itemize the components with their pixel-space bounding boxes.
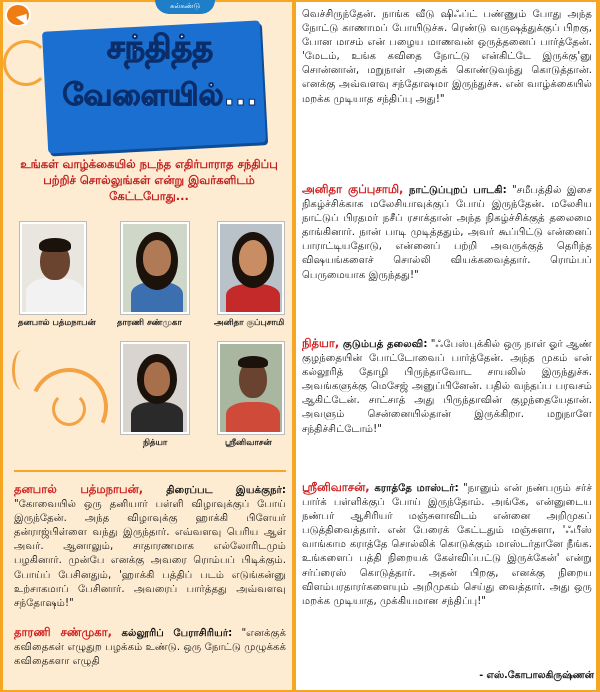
- quote-paragraph: [302, 336, 592, 437]
- quote-paragraph: [302, 480, 592, 609]
- author-byline: - எஸ்.கோபாலகிருஷ்ணன்: [479, 670, 594, 681]
- quote-text: "நானும் என் நண்பரும் சர்ச் பார்க் பள்ளிக்குப் போய் இருந்தோம். அங்கே, என்னுடைய நண்பர் ஆசிரியர் மஞ்சுளாவிடம் என்னை அறிமுகப் படுத்திவைத்தார். என் பேரைக் கேட்டதும் மஞ்சுளா, 'ஃபீஸ் வாங்காம கராத்தே சொல்லிக் கொடுக்கும் மாஸ்டர்தானே நீங்க. உங்களைப் பத்தி நிறையக் கேள்விப்பட்டு இருக்கேன்' என்று சர்ப்ரைஸ் கொடுத்தார். அதன் பிறகு, எனக்கு நிறைய விளம்பரதாரர்களையும் அறிமுகம் செய்து வைத்தார். அது ஒரு மறக்க முடியாத, முக்கியமான சந்திப்பு!": [302, 483, 592, 607]
- speaker-role: குடும்பத் தலைவி:: [339, 339, 428, 350]
- photo-nithya: [121, 342, 189, 434]
- magazine-logo: கல்கண்டு: [155, 0, 215, 14]
- speaker-role: கராத்தே மாஸ்டர்:: [369, 483, 459, 494]
- photo-tharani: [121, 222, 189, 314]
- speaker-name: தனபால் பத்மநாபன்,: [14, 482, 144, 496]
- intro-text: உங்கள் வாழ்க்கையில் நடந்த எதிர்பாராத சந்திப்பு பற்றிச் சொல்லுங்கள் என்று இவர்களிடம் கேட்டபோது...: [20, 157, 278, 203]
- quote-paragraph: [302, 8, 592, 107]
- quote-text: "கோவையில் ஒரு தனியார் பள்ளி விழாவுக்குப் போய் இருந்தேன். அந்த விழாவுக்கு ஹாக்கி பிளேயர் தன்ராஜ்பிள்ளை வந்து இருந்தார். எவ்வளவு பெரிய ஆள் அவர். ஆனாலும், சாதாரணமாக எல்லோரிடமும் பழகினார். முன்பே எனக்கு அவரை ரொம்பப் பிடிக்கும். போய்ப் பேசினதும், 'ஹாக்கி பத்திப் படம் எடுங்கன்னு உற்சாகமாப் பேசினார். அவரைப் பார்த்தது அவ்வளவு சந்தோஷம்!": [14, 499, 286, 609]
- photo-caption: அனிதா குப்புசாமி: [214, 318, 285, 328]
- photo-caption: நித்யா: [143, 438, 168, 448]
- quote-text: "எனக்குக் கவிதைகள் எழுதுற பழக்கம் உண்டு. ஒரு நோட்டு முழுக்கக் கவிதைகளா எழுதி: [14, 628, 286, 668]
- quote-text: வெச்சிருந்தேன். நாங்க வீடு ஷிஃப்ட் பண்ணும் போது அந்த நோட்டு காணாமப் போயிடுச்சு. ரெண்டு வருஷத்துக்குப் பிறகு, போன மாசம் என் பழைய மாணவன் ஒருத்தனைப் பார்த்தேன். 'மேடம், உங்க கவிதை நோட்டு என்கிட்டே இருக்கு'னு சொன்னான், மறுநாள் அதைக் கொண்டுவந்து கொடுத்தான். எனக்கு அவ்வளவு சந்தோஷமா இருந்துச்சு. என் வாழ்க்கையில் மறக்க முடியாத சந்திப்பு அது!": [302, 9, 592, 105]
- quote-text: "சமீபத்தில் இசை நிகழ்ச்சிக்காக மலேசியாவுக்குப் போய் இருந்தேன். மலேசிய நாட்டுப் பிரதமர் நசீப் ரசாக்தான் அந்த நிகழ்ச்சிக்குத் தலைமை தாங்கினார். நான் பாடி முடித்ததும், அவர் கூப்பிட்டு என்னைப் பாராட்டியதோடு, என்னைப் பற்றி அவருக்குத் தெரிந்த விஷயங்களைச் சொல்லி வியக்கவைத்தார். ரொம்பப் பெருமையாக இருந்தது!": [302, 185, 593, 281]
- column-divider: [292, 0, 296, 692]
- arrow-badge-icon: [5, 3, 31, 27]
- section-divider: [14, 470, 286, 472]
- photo-anitha: [218, 222, 284, 314]
- page-title-line2: வேளையில்...: [62, 78, 258, 113]
- photo-dhanapal: [20, 222, 86, 314]
- speaker-name: நித்யா,: [302, 336, 340, 350]
- photo-srinivasan: [218, 342, 284, 434]
- speaker-role: திரைப்பட இயக்குநர்:: [143, 485, 287, 496]
- page-title-line1: சந்தித்த: [106, 28, 214, 66]
- swirl-decoration-icon: [52, 392, 86, 426]
- speaker-role: நாட்டுப்புறப் பாடகி:: [403, 185, 507, 196]
- flourish-decoration-icon: [12, 350, 32, 390]
- quote-text: "ஃபேஸ்புக்கில் ஒரு நாள் ஓர் ஆண் குழந்தையின் போட்டோவைப் பார்த்தேன். அந்த முகம் என் கல்லூரித் தோழி பிருந்தாவோட சாயலில் இருந்துச்சு. அவங்களுக்கு மெசேஜ் அனுப்பினேன். பதில் வந்தப்ப பரவசம் ஆகிட்டேன். சாட்சாத் அது பிருந்தாவின் குழந்தையேதான். அவளும் சென்னையில்தான் இருக்கிறா. மறுநாளே சந்திச்சிட்டோம்!": [302, 339, 592, 435]
- photo-caption: தனபால் பத்மநாபன்: [18, 318, 96, 328]
- speaker-name: தாரணி சண்முகா,: [14, 625, 113, 639]
- photo-caption: ஸ்ரீனிவாசன்: [225, 438, 272, 448]
- speaker-name: அனிதா குப்புசாமி,: [302, 182, 404, 196]
- quote-paragraph: [302, 182, 592, 283]
- quote-paragraph: [14, 482, 286, 611]
- speaker-role: கல்லூரிப் பேராசிரியர்:: [112, 628, 233, 639]
- speaker-name: ஸ்ரீனிவாசன்,: [302, 480, 370, 494]
- quote-paragraph: [14, 625, 286, 669]
- photo-caption: தாரணி சண்முகா: [117, 318, 182, 328]
